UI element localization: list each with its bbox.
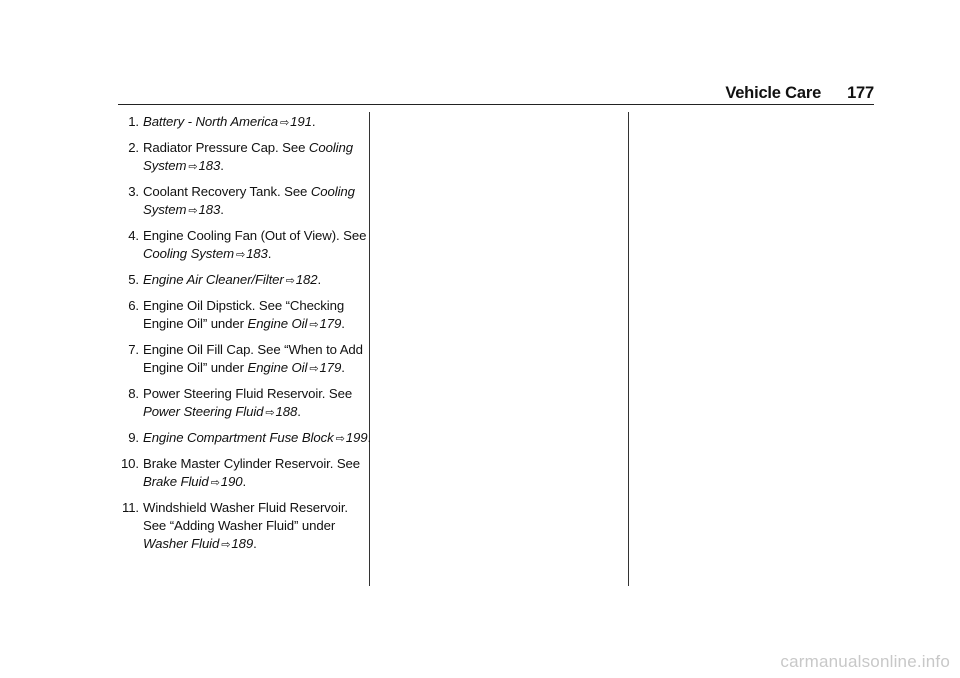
item-text: Windshield Washer Fluid Reservoir. See “Adding Washer Fluid” under [143,500,348,533]
page-reference[interactable]: 188 [275,404,298,419]
cross-reference-link[interactable]: Washer Fluid [143,536,220,551]
item-text: Coolant Recovery Tank. See [143,184,311,199]
page-reference-arrow-icon: ⇨ [265,407,275,419]
header-rule [118,104,874,105]
item-text: Radiator Pressure Cap. See [143,140,309,155]
item-number: 1. [128,114,139,129]
cross-reference-link[interactable]: Engine Oil [247,360,308,375]
list-item [110,499,372,554]
cross-reference-link[interactable]: Cooling System [143,140,353,173]
item-number: 10. [120,456,139,471]
page-reference-arrow-icon: ⇨ [285,275,295,287]
item-punctuation: . [242,474,247,489]
list-item [110,455,372,492]
section-title: Vehicle Care [725,84,822,102]
list-item [110,385,372,422]
item-punctuation: . [297,404,301,419]
item-punctuation: . [253,536,257,551]
item-punctuation: . [220,158,224,173]
item-text: Power Steering Fluid Reservoir. See [143,386,353,401]
list-item [110,113,372,132]
item-number: 6. [128,298,139,313]
page-reference-arrow-icon: ⇨ [279,117,290,129]
item-text: Engine Oil Dipstick. See “Checking Engine Oil” under [143,298,345,331]
page-reference[interactable]: 199 [345,430,368,445]
list-item [110,183,372,220]
item-text: Engine Oil Fill Cap. See “When to Add Engine Oil” under [143,342,363,375]
page-header [725,84,874,103]
item-text: Engine Cooling Fan (Out of View). See [143,228,367,243]
column-divider-right [628,112,629,586]
item-punctuation: . [220,202,224,217]
cross-reference-link[interactable]: Engine Oil [247,316,308,331]
item-punctuation: . [311,114,316,129]
page-reference[interactable]: 191 [290,114,312,129]
item-number: 7. [128,342,139,357]
cross-reference-link[interactable]: Battery - North America [143,114,278,129]
page-reference[interactable]: 179 [319,360,342,375]
item-punctuation: . [367,430,372,445]
cross-reference-link[interactable]: Engine Compartment Fuse Block [143,430,334,445]
item-text: Brake Master Cylinder Reservoir. See [143,456,361,471]
item-punctuation: . [341,316,345,331]
item-number: 4. [128,228,139,243]
page-number: 177 [847,84,874,102]
item-number: 5. [128,272,139,287]
page-reference-arrow-icon: ⇨ [309,319,319,331]
page-reference[interactable]: 183 [198,202,221,217]
item-punctuation: . [317,272,322,287]
page-reference[interactable]: 190 [220,474,243,489]
cross-reference-link[interactable]: Cooling System [143,184,355,217]
page-reference[interactable]: 182 [295,272,318,287]
page-reference-arrow-icon: ⇨ [309,363,319,375]
item-punctuation: . [341,360,345,375]
page-reference[interactable]: 179 [319,316,342,331]
page-reference[interactable]: 183 [198,158,221,173]
page-reference-arrow-icon: ⇨ [335,433,345,445]
item-number: 9. [128,430,139,445]
list-item [110,341,372,378]
list-item [110,429,372,448]
cross-reference-link[interactable]: Power Steering Fluid [143,404,264,419]
list-item [110,271,372,290]
cross-reference-link[interactable]: Cooling System [143,246,234,261]
item-number: 2. [128,140,139,155]
page-reference-arrow-icon: ⇨ [221,539,231,551]
watermark: carmanualsonline.info [780,652,950,671]
page-reference[interactable]: 183 [246,246,268,261]
item-number: 11. [121,500,139,515]
item-punctuation: . [267,246,272,261]
cross-reference-link[interactable]: Engine Air Cleaner/Filter [143,272,284,287]
page-reference[interactable]: 189 [231,536,254,551]
cross-reference-link[interactable]: Brake Fluid [143,474,209,489]
list-item [110,297,372,334]
list-item [110,227,372,264]
page-reference-arrow-icon: ⇨ [188,161,198,173]
page-reference-arrow-icon: ⇨ [235,249,246,261]
component-list [110,113,372,561]
item-number: 8. [128,386,139,401]
item-number: 3. [128,184,139,199]
list-item [110,139,372,176]
page-reference-arrow-icon: ⇨ [210,477,220,489]
page-reference-arrow-icon: ⇨ [188,205,198,217]
